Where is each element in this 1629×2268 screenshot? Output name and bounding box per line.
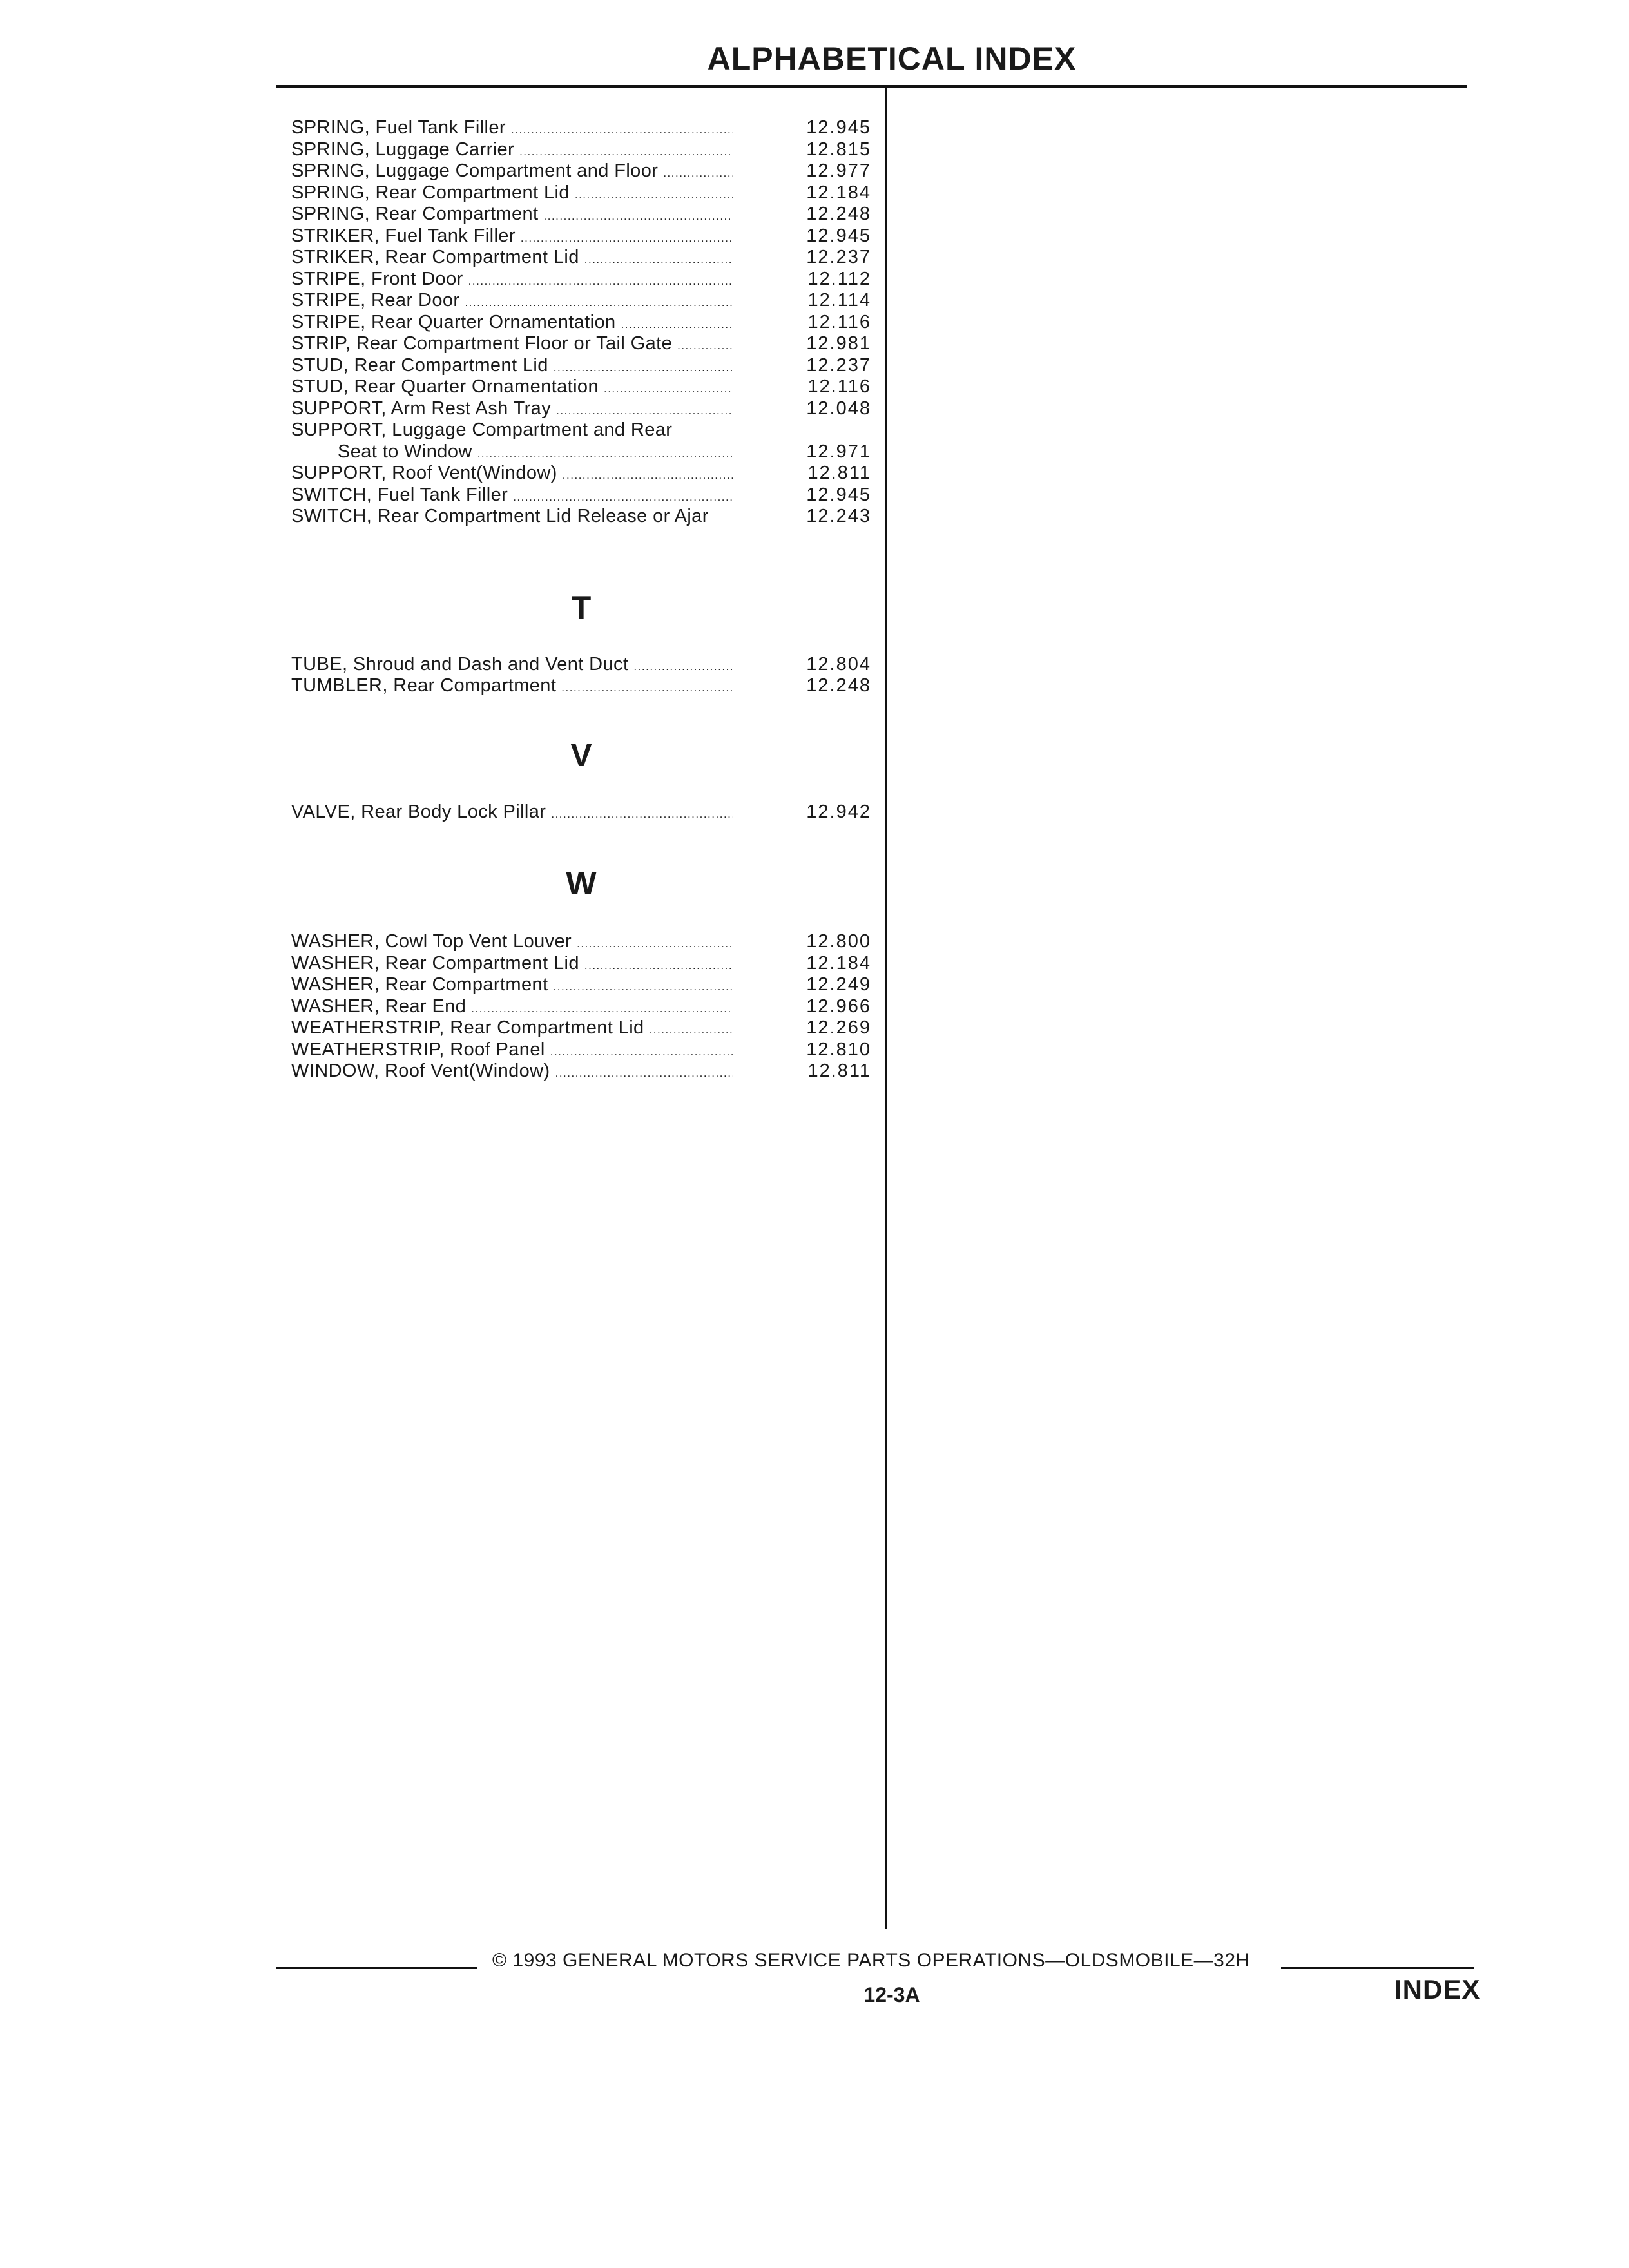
entry-name: STRIKER, Rear Compartment Lid [291, 247, 579, 267]
entry-name: STUD, Rear Quarter Ornamentation [291, 376, 599, 397]
leader-dots [650, 1019, 733, 1041]
index-section-s [291, 117, 871, 528]
index-entry [291, 204, 871, 226]
entry-name: STRIPE, Rear Door [291, 290, 460, 311]
leader-dots [468, 271, 733, 293]
index-entry [291, 1061, 871, 1082]
section-letter-w: W [566, 865, 597, 901]
index-entry [291, 1017, 871, 1039]
entry-reference: 12.248 [806, 204, 871, 224]
index-entry [291, 139, 871, 161]
entry-name: SWITCH, Rear Compartment Lid Release or Ajar [291, 506, 709, 526]
footer-rule-right [1281, 1967, 1474, 1969]
index-section-t [291, 654, 871, 697]
index-entry [291, 931, 871, 953]
entry-name: SWITCH, Fuel Tank Filler [291, 484, 508, 505]
index-entry [291, 247, 871, 269]
leader-dots [471, 998, 733, 1020]
entry-reference: 12.048 [806, 398, 871, 419]
index-entry [291, 182, 871, 204]
leader-dots [633, 656, 733, 678]
index-entry [291, 802, 871, 823]
index-section-v [291, 802, 871, 823]
entry-name: STRIPE, Rear Quarter Ornamentation [291, 311, 616, 332]
entry-name: WASHER, Rear Compartment [291, 974, 548, 995]
entry-reference: 12.116 [807, 311, 871, 332]
leader-dots [521, 227, 733, 249]
entry-reference: 12.977 [806, 160, 871, 181]
index-entry [291, 269, 871, 291]
entry-name: STUD, Rear Compartment Lid [291, 354, 548, 376]
leader-dots [575, 184, 733, 206]
leader-dots [663, 162, 733, 184]
index-entry-continuation [291, 441, 871, 463]
index-entry [291, 290, 871, 312]
index-entry [291, 974, 871, 996]
leader-dots [519, 141, 733, 163]
index-entry [291, 953, 871, 975]
entry-name: SUPPORT, Roof Vent(Window) [291, 463, 557, 483]
index-entry [291, 485, 871, 506]
entry-reference: 12.945 [806, 225, 871, 246]
entry-name: SPRING, Fuel Tank Filler [291, 117, 506, 138]
entry-reference: 12.800 [806, 931, 871, 952]
entry-name: WINDOW, Roof Vent(Window) [291, 1061, 550, 1081]
leader-dots [584, 955, 733, 977]
index-entry [291, 675, 871, 697]
leader-dots [621, 314, 733, 336]
entry-reference: 12.966 [806, 995, 871, 1017]
entry-name: TUBE, Shroud and Dash and Vent Duct [291, 653, 629, 675]
leader-dots [561, 677, 733, 699]
leader-dots [563, 465, 733, 486]
leader-dots [511, 119, 733, 141]
entry-name: SUPPORT, Arm Rest Ash Tray [291, 398, 552, 419]
entry-name: TUMBLER, Rear Compartment [291, 675, 557, 696]
leader-dots [465, 292, 733, 314]
entry-reference: 12.811 [807, 1061, 871, 1081]
leader-dots [604, 378, 733, 400]
entry-reference: 12.815 [806, 139, 871, 160]
index-entry [291, 226, 871, 247]
index-section-w [291, 931, 871, 1082]
footer-copyright: © 1993 GENERAL MOTORS SERVICE PARTS OPERATIONS—OLDSMOBILE—32H [492, 1950, 1250, 1971]
entry-reference: 12.269 [806, 1017, 871, 1038]
leader-dots [477, 443, 733, 465]
leader-dots [555, 1062, 733, 1084]
index-entry [291, 117, 871, 139]
entry-name: VALVE, Rear Body Lock Pillar [291, 801, 546, 822]
entry-name: SPRING, Luggage Carrier [291, 139, 515, 160]
entry-name: WASHER, Cowl Top Vent Louver [291, 931, 572, 952]
entry-reference: 12.945 [806, 484, 871, 505]
entry-name: STRIKER, Fuel Tank Filler [291, 225, 516, 246]
entry-name: Seat to Window [338, 441, 472, 462]
section-letter-v: V [570, 736, 592, 773]
leader-dots [554, 976, 733, 998]
entry-name: SPRING, Rear Compartment Lid [291, 182, 570, 203]
index-entry [291, 160, 871, 182]
index-entry [291, 355, 871, 377]
index-entry [291, 463, 871, 485]
leader-dots [556, 400, 733, 422]
entry-reference: 12.971 [806, 441, 871, 462]
index-entry [291, 1039, 871, 1061]
leader-dots [677, 335, 733, 357]
entry-name: WASHER, Rear Compartment Lid [291, 952, 579, 974]
leader-dots [550, 1041, 733, 1063]
entry-reference: 12.112 [807, 268, 871, 289]
leader-dots [577, 933, 733, 955]
entry-reference: 12.184 [806, 182, 871, 203]
entry-reference: 12.249 [806, 974, 871, 995]
entry-reference: 12.248 [806, 675, 871, 696]
footer-section-label: INDEX [1394, 1974, 1481, 2004]
header-rule [276, 85, 1467, 88]
index-entry [291, 333, 871, 355]
entry-name: WASHER, Rear End [291, 995, 467, 1017]
entry-name: STRIPE, Front Door [291, 268, 463, 289]
entry-reference: 12.945 [806, 117, 871, 138]
leader-dots [554, 357, 733, 379]
column-divider [885, 86, 887, 1929]
entry-name: WEATHERSTRIP, Roof Panel [291, 1039, 545, 1060]
entry-reference: 12.810 [806, 1039, 871, 1060]
leader-dots [513, 486, 733, 508]
footer-rule-left [276, 1967, 477, 1969]
entry-reference: 12.237 [806, 247, 871, 267]
entry-reference: 12.116 [807, 376, 871, 397]
leader-dots [584, 249, 733, 271]
index-entry [291, 398, 871, 420]
leader-dots [551, 803, 733, 825]
entry-reference: 12.184 [806, 952, 871, 974]
index-entry [291, 376, 871, 398]
entry-reference: 12.942 [806, 801, 871, 822]
entry-reference: 12.804 [806, 653, 871, 675]
entry-reference: 12.243 [806, 506, 871, 526]
entry-reference: 12.811 [807, 463, 871, 483]
index-entry [291, 996, 871, 1018]
entry-name: WEATHERSTRIP, Rear Compartment Lid [291, 1017, 644, 1038]
entry-reference: 12.237 [806, 354, 871, 376]
entry-name: SPRING, Luggage Compartment and Floor [291, 160, 659, 181]
entry-reference: 12.981 [806, 333, 871, 354]
entry-reference: 12.114 [807, 290, 871, 311]
footer-page-number: 12-3A [863, 1983, 920, 2006]
index-entry [291, 419, 871, 441]
leader-dots [544, 206, 734, 227]
entry-name: SPRING, Rear Compartment [291, 204, 539, 224]
index-entry [291, 312, 871, 334]
index-entry [291, 654, 871, 676]
section-letter-t: T [571, 589, 592, 626]
index-column [291, 117, 871, 1082]
index-entry [291, 506, 871, 528]
entry-name: STRIP, Rear Compartment Floor or Tail Gate [291, 333, 673, 354]
entry-name: SUPPORT, Luggage Compartment and Rear [291, 419, 673, 440]
page-title: ALPHABETICAL INDEX [707, 41, 1077, 77]
